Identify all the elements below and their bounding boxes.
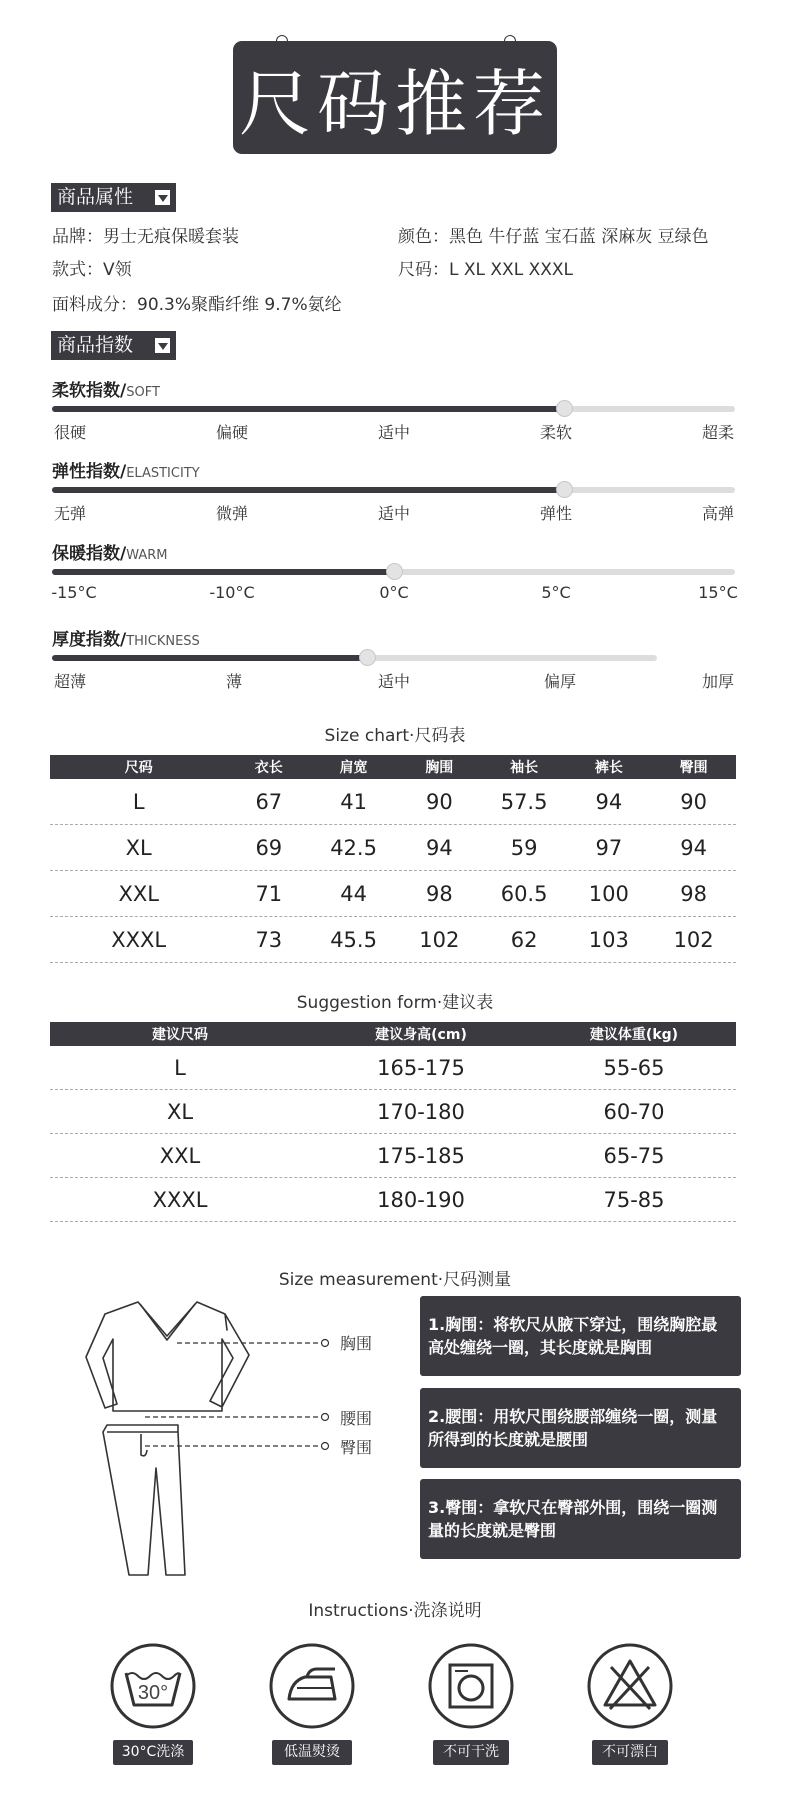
table-cell: 94 (595, 789, 623, 814)
index-scale-label: 微弹 (215, 504, 249, 523)
table-cell: 97 (595, 835, 623, 860)
index-scale-label: 薄 (225, 672, 243, 691)
table-cell: 94 (680, 835, 707, 860)
table-row (50, 825, 736, 871)
index-scale-label: 偏厚 (543, 672, 577, 691)
table-header-cell: 臀围 (679, 760, 708, 776)
index-slider-track (52, 655, 657, 661)
table-row (50, 1178, 736, 1222)
hip-instruction: 3.臀围：拿软尺在臀部外围，围绕一圈测量的长度就是臀围 (420, 1479, 741, 1559)
table-cell: XL (166, 1099, 194, 1124)
no-dry-clean-icon (428, 1643, 514, 1729)
index-scale-label: 超柔 (701, 423, 735, 442)
table-row (50, 1134, 736, 1178)
suggestion-heading: Suggestion form·建议表 (296, 993, 494, 1013)
table-cell: 102 (419, 927, 460, 952)
attr-fabric: 面料成分：90.3%聚酯纤维 9.7%氨纶 (52, 295, 342, 315)
section-tag-label: 商品指数 (57, 334, 134, 356)
table-cell: L (174, 1055, 186, 1080)
table-cell: 65-75 (603, 1143, 665, 1168)
index-title-sub: WARM (126, 548, 168, 563)
index-scale-label: -10°C (209, 583, 255, 602)
index-scale-label: 高弹 (701, 504, 735, 523)
index-scale-label: 5°C (541, 583, 571, 602)
section-tag-attributes (51, 183, 176, 212)
care-badge-wash: 30°C洗涤 (113, 1740, 193, 1765)
wash-temp-text: 30° (137, 1682, 169, 1704)
size-chart-table (50, 755, 736, 963)
table-header (50, 1022, 736, 1046)
attr-style: 款式：V领 (52, 260, 132, 280)
table-cell: 60-70 (603, 1099, 665, 1124)
table-cell: 175-185 (377, 1143, 465, 1168)
size-chart-heading: Size chart·尺码表 (324, 726, 466, 746)
index-title-sub: ELASTICITY (126, 466, 200, 481)
table-cell: XXXL (152, 1187, 208, 1212)
wash-30-icon (110, 1643, 196, 1729)
attr-colors: 颜色：黑色 牛仔蓝 宝石蓝 深麻灰 豆绿色 (398, 227, 709, 247)
table-header-cell: 尺码 (124, 760, 153, 776)
suggestion-table (50, 1022, 736, 1222)
table-cell: XXL (159, 1143, 201, 1168)
care-heading: Instructions·洗涤说明 (308, 1601, 482, 1621)
table-cell: 59 (510, 835, 538, 860)
table-cell: 57.5 (500, 789, 548, 814)
table-cell: 44 (340, 881, 367, 906)
index-slider-knob (386, 563, 403, 580)
index-title-text: 弹性指数/ (52, 462, 127, 482)
index-slider-track (52, 487, 735, 493)
table-header-cell: 建议身高(cm) (375, 1027, 467, 1043)
table-cell: 75-85 (603, 1187, 665, 1212)
section-tag-indices (51, 331, 176, 360)
index-slider-fill (52, 569, 394, 575)
table-header-cell: 胸围 (425, 760, 454, 776)
index-title (52, 457, 200, 482)
index-title-sub: THICKNESS (126, 634, 200, 649)
care-badge-dry-clean: 不可干洗 (433, 1740, 509, 1765)
table-cell: 90 (680, 789, 707, 814)
table-cell: 103 (588, 927, 629, 952)
iron-low-icon (269, 1643, 355, 1729)
table-header-cell: 裤长 (594, 760, 623, 776)
table-cell: 69 (255, 835, 283, 860)
index-slider-track (52, 569, 735, 575)
index-scale-label: -15°C (51, 583, 97, 602)
table-cell: 45.5 (330, 927, 377, 952)
garment-diagram (85, 1300, 345, 1585)
measurement-heading: Size measurement·尺码测量 (278, 1270, 512, 1290)
table-header-cell: 建议尺码 (152, 1027, 208, 1043)
table-header-cell: 建议体重(kg) (589, 1027, 679, 1043)
table-cell: 55-65 (603, 1055, 665, 1080)
table-cell: 180-190 (377, 1187, 465, 1212)
table-cell: XL (125, 835, 152, 860)
shirt-outline (86, 1302, 249, 1411)
index-slider-fill (52, 406, 564, 412)
care-badge-iron: 低温熨烫 (272, 1740, 352, 1765)
no-bleach-icon (587, 1643, 673, 1729)
index-scale-label: 偏硬 (215, 423, 249, 442)
index-slider-track (52, 406, 735, 412)
waist-instruction: 2.腰围：用软尺围绕腰部缠绕一圈，测量所得到的长度就是腰围 (420, 1388, 741, 1468)
chest-instruction: 1.胸围：将软尺从腋下穿过，围绕胸腔最高处缠绕一圈，其长度就是胸围 (420, 1296, 741, 1376)
index-scale-label: 柔软 (539, 423, 573, 442)
table-cell: 41 (340, 789, 367, 814)
table-header (50, 755, 736, 779)
index-title (52, 625, 200, 650)
attr-brand: 品牌：男士无痕保暖套装 (52, 227, 239, 247)
index-scale-label: 无弹 (53, 504, 87, 523)
section-tag-label: 商品属性 (57, 186, 134, 208)
index-scale-label: 适中 (377, 672, 411, 691)
table-cell: 165-175 (377, 1055, 465, 1080)
index-scale-label: 超薄 (53, 672, 87, 691)
table-row (50, 871, 736, 917)
table-cell: L (132, 789, 145, 814)
table-cell: 100 (588, 881, 629, 906)
table-cell: 98 (425, 881, 453, 906)
index-scale-label: 15°C (698, 583, 738, 602)
table-cell: 67 (255, 789, 283, 814)
dropdown-arrow-icon (155, 338, 170, 353)
table-row (50, 1090, 736, 1134)
table-cell: 170-180 (377, 1099, 465, 1124)
index-title (52, 376, 160, 401)
index-scale-label: 0°C (379, 583, 409, 602)
table-cell: 94 (425, 835, 453, 860)
table-row (50, 917, 736, 963)
table-row (50, 1046, 736, 1090)
table-cell: 60.5 (500, 881, 548, 906)
index-scale-label: 适中 (377, 423, 411, 442)
table-cell: 42.5 (330, 835, 377, 860)
pants-pocket (141, 1434, 147, 1456)
index-slider-knob (556, 481, 573, 498)
index-title-text: 厚度指数/ (52, 630, 127, 650)
hip-label: 臀围 (340, 1438, 373, 1457)
attr-sizes: 尺码：L XL XXL XXXL (398, 260, 573, 280)
table-cell: 62 (510, 927, 538, 952)
care-badge-bleach: 不可漂白 (592, 1740, 668, 1765)
index-title-text: 保暖指数/ (52, 544, 127, 564)
index-slider-knob (556, 400, 573, 417)
index-scale-label: 适中 (377, 504, 411, 523)
table-cell: 73 (255, 927, 283, 952)
table-cell: XXL (118, 881, 159, 906)
table-header-cell: 肩宽 (339, 760, 368, 776)
dropdown-arrow-icon (155, 190, 170, 205)
index-scale-label: 加厚 (701, 672, 735, 691)
table-header-cell: 衣长 (254, 760, 283, 776)
waist-label: 腰围 (340, 1409, 373, 1428)
index-title-text: 柔软指数/ (52, 381, 127, 401)
table-cell: 98 (680, 881, 707, 906)
table-cell: 71 (255, 881, 283, 906)
index-slider-fill (52, 487, 564, 493)
table-cell: 102 (673, 927, 714, 952)
pants-outline (103, 1425, 185, 1575)
index-slider-fill (52, 655, 367, 661)
table-header-cell: 袖长 (510, 760, 539, 776)
chest-label: 胸围 (340, 1334, 373, 1353)
index-title-sub: SOFT (126, 385, 160, 400)
index-scale-label: 弹性 (539, 504, 573, 523)
index-title (52, 539, 168, 564)
table-cell: XXXL (111, 927, 167, 952)
index-slider-knob (359, 649, 376, 666)
table-row (50, 779, 736, 825)
index-scale-label: 很硬 (53, 423, 87, 442)
page-title: 尺码推荐 (233, 41, 557, 154)
table-cell: 90 (425, 789, 453, 814)
